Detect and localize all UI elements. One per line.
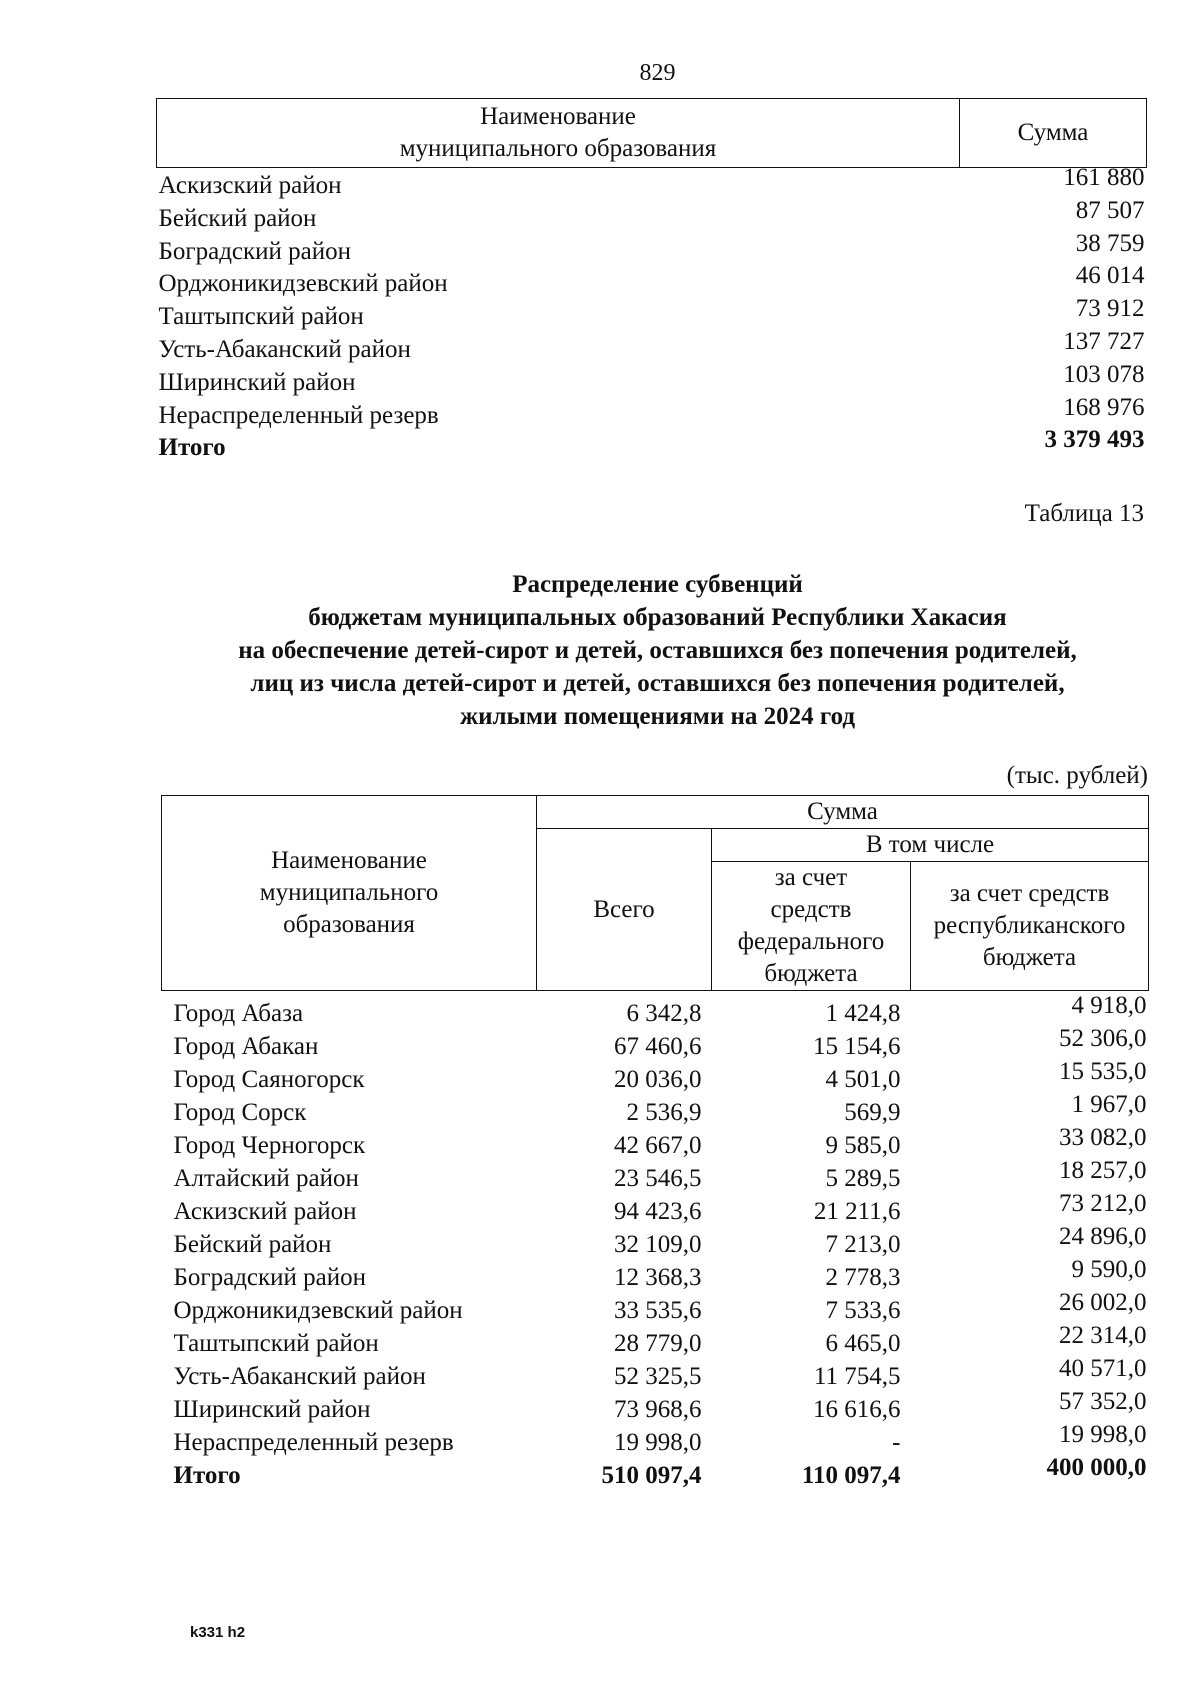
title-line: на обеспечение детей-сирот и детей, оставшихся без попечения родителей, xyxy=(238,637,1077,664)
table-row: Таштыпский район 73 912 xyxy=(158,295,1145,331)
total-row: Итого 510 097,4 110 097,4 400 000,0 xyxy=(173,1454,1147,1489)
table-row: Боградский район 38 759 xyxy=(158,229,1145,265)
table-row: Нераспределенный резерв 168 976 xyxy=(158,393,1145,429)
table-row: Орджоникидзевский район 33 535,6 7 533,6 26 002,0 xyxy=(173,1289,1147,1324)
units-label: (тыс. рублей) xyxy=(1006,762,1148,789)
document-code: k331 h2 xyxy=(190,1624,246,1641)
table-row: Город Черногорск 42 667,0 9 585,0 33 082,0 xyxy=(173,1124,1147,1159)
title-line: бюджетам муниципальных образований Республики Хакасия xyxy=(308,604,1007,631)
table-row: Усть-Абаканский район 137 727 xyxy=(158,327,1145,363)
table-row: Бейский район 32 109,0 7 213,0 24 896,0 xyxy=(173,1223,1147,1258)
title-line: жилыми помещениями на 2024 год xyxy=(459,703,856,730)
subvention-table-13 xyxy=(161,795,1149,1492)
table-row: Алтайский район 23 546,5 5 289,5 18 257,0 xyxy=(173,1157,1147,1192)
table-label: Таблица 13 xyxy=(1024,500,1144,527)
header-federal: за счет средств федерального бюджета xyxy=(712,862,911,991)
table-row: Город Абакан 67 460,6 15 154,6 52 306,0 xyxy=(173,1025,1147,1060)
total-row: Итого 3 379 493 xyxy=(158,426,1145,462)
header-including: В том числе xyxy=(712,829,1149,862)
table-row: Нераспределенный резерв 19 998,0 - 19 998,0 xyxy=(173,1421,1147,1456)
table-title xyxy=(150,568,1165,733)
table-row: Таштыпский район 28 779,0 6 465,0 22 314,0 xyxy=(173,1322,1147,1357)
header-total: Всего xyxy=(537,829,712,991)
subvention-table-continuation xyxy=(156,98,1147,465)
header-republic: за счет средств республиканского бюджета xyxy=(911,862,1149,991)
header-sum: Сумма xyxy=(960,99,1147,168)
table-row: Усть-Абаканский район 52 325,5 11 754,5 40 571,0 xyxy=(173,1355,1147,1390)
title-line: Распределение субвенций xyxy=(512,571,803,598)
table-row: Орджоникидзевский район 46 014 xyxy=(158,262,1145,298)
table-row: Ширинский район 73 968,6 16 616,6 57 352,0 xyxy=(173,1388,1147,1423)
header-municipality: Наименование муниципального образования xyxy=(157,99,960,168)
header-municipality: Наименование муниципального образования xyxy=(162,796,537,991)
table-row: Город Абаза 6 342,8 1 424,8 4 918,0 xyxy=(173,992,1147,1027)
table-row: Ширинский район 103 078 xyxy=(158,360,1145,396)
title-line: лиц из числа детей-сирот и детей, оставшихся без попечения родителей, xyxy=(250,670,1065,697)
header-sum: Сумма xyxy=(537,796,1149,829)
table-row: Бейский район 87 507 xyxy=(158,196,1145,232)
table-row: Боградский район 12 368,3 2 778,3 9 590,0 xyxy=(173,1256,1147,1291)
table-row: Аскизский район 94 423,6 21 211,6 73 212,0 xyxy=(173,1190,1147,1225)
table-row: Город Саяногорск 20 036,0 4 501,0 15 535,0 xyxy=(173,1058,1147,1093)
page-number: 829 xyxy=(639,60,676,86)
table-row: Город Сорск 2 536,9 569,9 1 967,0 xyxy=(173,1091,1147,1126)
table-row: Аскизский район 161 880 xyxy=(158,164,1145,199)
